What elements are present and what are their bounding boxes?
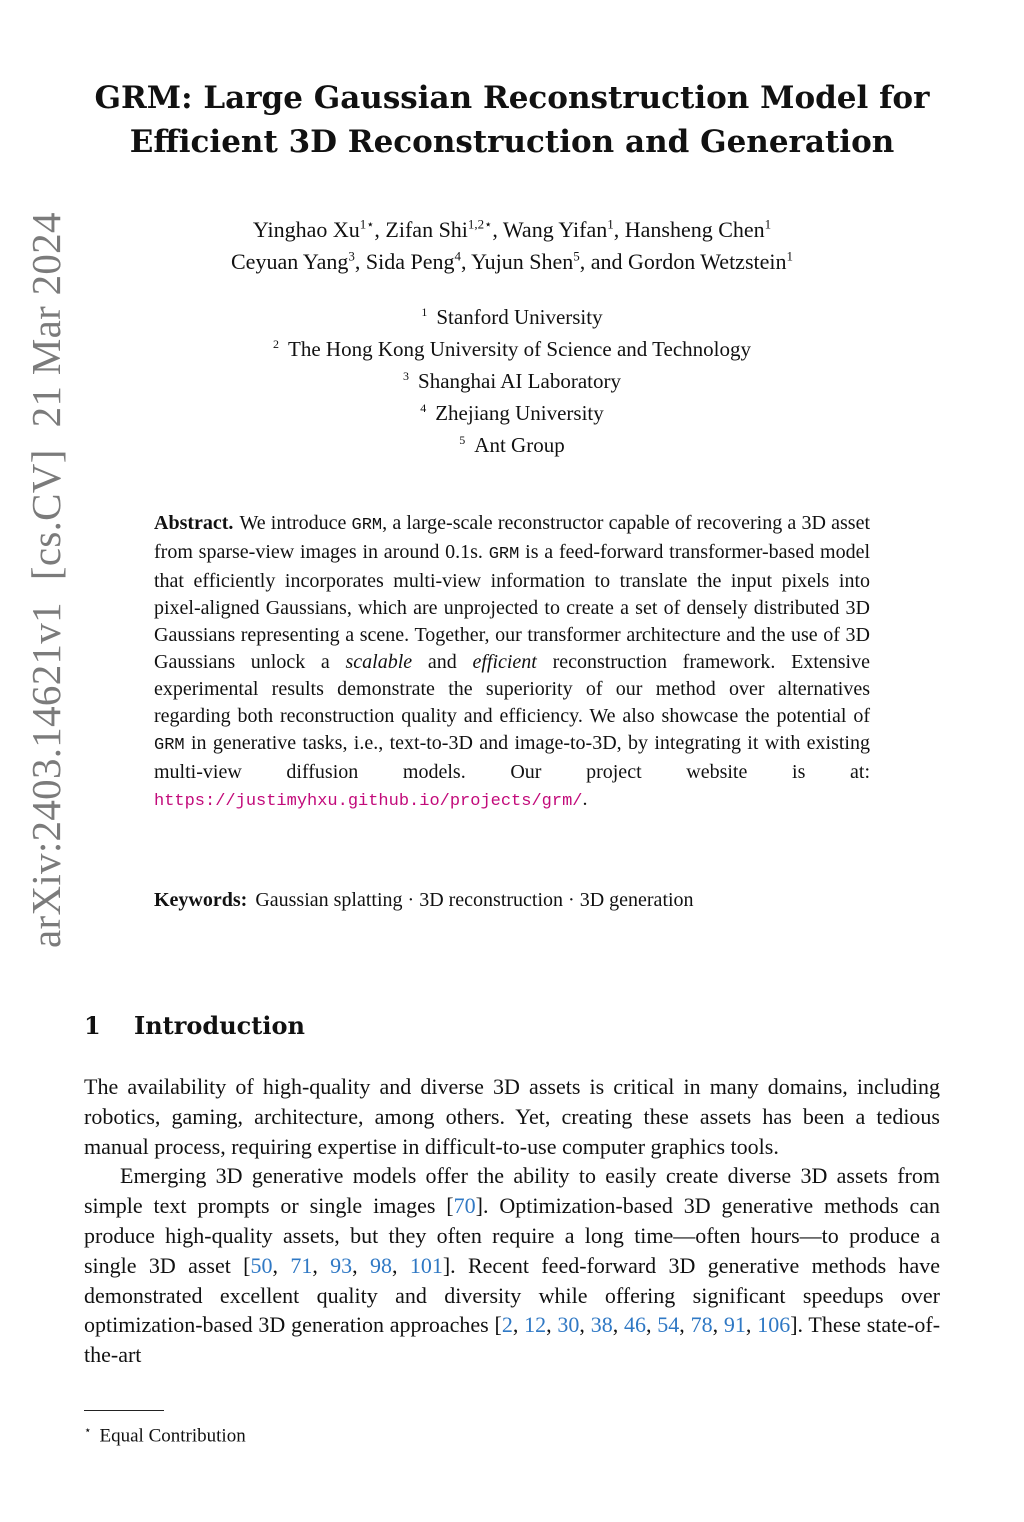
citation-link[interactable]: 54 xyxy=(657,1312,680,1338)
abstract-text: is a feed-forward transformer-based model that efficiently incorporates multi-view information to translate the input pixels into pixel-aligned Gaussians, which are unprojected to create a set of densely distributed 3D Gaussians representing a scene. Together, our transformer architecture and the use of 3D Gaussians unlock a xyxy=(154,541,871,673)
affiliation-mark: 5 xyxy=(459,433,466,447)
title-line-1: GRM: Large Gaussian Reconstruction Model for xyxy=(94,80,930,116)
citation-link[interactable]: 30 xyxy=(557,1312,580,1338)
author-line-2 xyxy=(80,246,944,278)
paragraph-text: ]. These state-of-the-art xyxy=(84,1312,941,1368)
keywords-label: Keywords: xyxy=(154,889,248,911)
author-separator: , xyxy=(374,217,386,242)
abstract-text: . xyxy=(582,788,588,810)
affiliation-item xyxy=(80,363,944,395)
author-separator: , xyxy=(579,249,591,274)
author-affil-mark: 3 xyxy=(348,248,355,264)
author-line-1 xyxy=(80,214,944,246)
author-affil-mark: 4 xyxy=(454,248,461,264)
abstract-text: We introduce xyxy=(239,512,352,534)
affiliation-mark: 2 xyxy=(273,337,280,351)
author-separator: , xyxy=(492,217,503,242)
citation-link[interactable]: 2 xyxy=(501,1312,513,1338)
citation-link[interactable]: 12 xyxy=(524,1312,547,1338)
abstract-text: in generative tasks, i.e., text-to-3D and image-to-3D, by integrating it with existing multi-view diffusion models. Our project website is at: xyxy=(154,732,870,783)
author-separator: , xyxy=(613,217,625,242)
citation-link[interactable]: 78 xyxy=(690,1312,713,1338)
paragraph-text: Emerging 3D generative models offer the ability to easily create diverse 3D assets from simple text prompts or single images [ xyxy=(84,1163,940,1219)
citation-link[interactable]: 71 xyxy=(290,1252,313,1278)
emphasis-scalable: scalable xyxy=(345,651,413,673)
author-name: Zifan Shi xyxy=(385,217,468,242)
citation-link[interactable]: 101 xyxy=(409,1252,443,1278)
introduction-body xyxy=(84,1072,940,1370)
paragraph: The availability of high-quality and diverse 3D assets is critical in many domains, including robotics, gaming, architecture, among others. Yet, creating these assets has been a tedious manual process, requiring expertise in difficult-to-use computer graphics tools. xyxy=(84,1074,940,1159)
citation-link[interactable]: 50 xyxy=(250,1252,273,1278)
citation-link[interactable]: 106 xyxy=(757,1312,791,1338)
affiliation-item xyxy=(80,395,944,427)
footnote-divider xyxy=(84,1410,164,1411)
section-number: 1 xyxy=(84,1011,101,1040)
author-separator: , xyxy=(354,249,366,274)
affiliation-mark: 4 xyxy=(420,401,427,415)
affiliation-item xyxy=(80,299,944,331)
arxiv-identifier xyxy=(22,68,70,948)
author-name: Sida Peng xyxy=(365,249,455,274)
footnote xyxy=(84,1417,784,1449)
citation-link[interactable]: 70 xyxy=(453,1193,476,1219)
project-website-link[interactable]: https://justimyhxu.github.io/projects/grm/ xyxy=(154,792,583,811)
author-name: Yujun Shen xyxy=(471,249,574,274)
affiliation-item xyxy=(80,427,944,459)
author-name: Ceyuan Yang xyxy=(231,249,349,274)
affiliation-mark: 1 xyxy=(421,305,428,319)
section-title: Introduction xyxy=(134,1011,305,1040)
author-affil-mark: 1 xyxy=(764,216,772,232)
arxiv-id[interactable]: arXiv:2403.14621v1 xyxy=(23,602,69,948)
abstract-text: reconstruction framework. Extensive experimental results demonstrate the superiority of our method over alternatives regarding both reconstruction quality and efficiency. We also showcase the potential of xyxy=(154,651,870,727)
title-line-2: Efficient 3D Reconstruction and Generation xyxy=(129,124,895,160)
footnote-mark: ⋆ xyxy=(84,1423,92,1437)
abstract-text: , a large-scale reconstructor capable of recovering a 3D asset from sparse-view images in around 0.1s. xyxy=(154,512,870,563)
author-affil-mark: 1,2⋆ xyxy=(467,216,493,232)
author-list xyxy=(80,214,944,278)
abstract xyxy=(154,510,870,815)
keywords xyxy=(154,887,870,914)
author-separator: , xyxy=(460,249,472,274)
footnote-text: Equal Contribution xyxy=(99,1425,246,1447)
citation-link[interactable]: 38 xyxy=(590,1312,613,1338)
affiliation-mark: 3 xyxy=(403,369,410,383)
author-name: and Gordon Wetzstein xyxy=(590,249,787,274)
paragraph: Emerging 3D generative models offer the ability to easily create diverse 3D assets from simple text prompts or single images [70]. Optimization-based 3D generative methods can produce high-quality assets, but they often require a long time—often hours—to produce a single 3D asset [50, 71, 93, 98, 101]. Recent feed-forward 3D generative methods have demonstrated excellent quality and diversity while offering significant speedups over optimization-based 3D generation approaches [2, 12, 30, 38, 46, 54, 78, 91, 106]. These state-of-the-art xyxy=(84,1163,941,1368)
author-affil-mark: 1 xyxy=(607,216,614,232)
citation-link[interactable]: 46 xyxy=(624,1312,646,1338)
method-name: GRM xyxy=(351,516,383,535)
affiliation-name: Stanford University xyxy=(436,305,603,329)
emphasis-efficient: efficient xyxy=(472,651,537,673)
citation-link[interactable]: 98 xyxy=(369,1252,392,1278)
author-affil-mark: 1 xyxy=(786,248,793,264)
section-heading xyxy=(84,1008,944,1044)
abstract-text: and xyxy=(412,651,473,673)
affiliation-item xyxy=(80,331,944,363)
method-name: GRM xyxy=(154,736,185,755)
affiliation-name: Shanghai AI Laboratory xyxy=(418,369,621,393)
arxiv-category: [cs.CV] xyxy=(23,449,69,581)
paragraph-text: ]. Recent feed-forward 3D generative methods have demonstrated excellent quality and diversity while offering significant speedups over optimization-based 3D generation approaches [ xyxy=(84,1252,941,1338)
keywords-text: Gaussian splatting · 3D reconstruction · 3D generation xyxy=(255,889,694,911)
citation-link[interactable]: 93 xyxy=(330,1252,353,1278)
affiliation-name: Zhejiang University xyxy=(435,401,604,425)
abstract-label: Abstract. xyxy=(154,512,234,534)
method-name: GRM xyxy=(488,545,520,564)
affiliation-name: Ant Group xyxy=(474,433,565,457)
arxiv-date: 21 Mar 2024 xyxy=(23,212,69,428)
affiliation-name: The Hong Kong University of Science and Technology xyxy=(288,337,751,361)
author-name: Wang Yifan xyxy=(502,217,608,242)
paper-title xyxy=(80,76,944,164)
citation-link[interactable]: 91 xyxy=(723,1312,746,1338)
author-affil-mark: 5 xyxy=(573,248,580,264)
paragraph-text: ]. Optimization-based 3D generative methods can produce high-quality assets, but they often require a long time—often hours—to produce a single 3D asset [ xyxy=(84,1193,940,1278)
author-affil-mark: 1⋆ xyxy=(359,216,375,232)
affiliation-list xyxy=(80,299,944,459)
author-name: Hansheng Chen xyxy=(624,217,765,242)
author-name: Yinghao Xu xyxy=(252,217,360,242)
